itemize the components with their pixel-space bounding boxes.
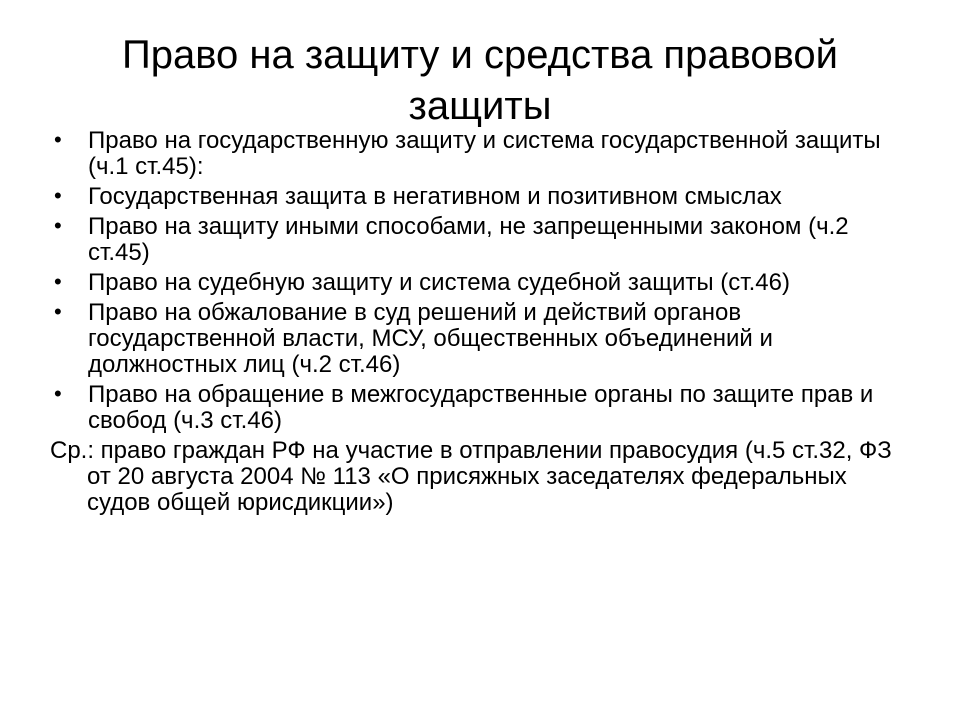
bullet-text: Право на защиту иными способами, не запрещенными законом (ч.2 ст.45) — [88, 213, 849, 266]
bullet-text: Право на обжалование в суд решений и действий органов государственной власти, МСУ, общественных объединений и должностных лиц (ч.2 ст.46) — [88, 299, 773, 378]
bullet-icon: • — [54, 183, 62, 208]
bullet-text: Право на судебную защиту и система судебной защиты (ст.46) — [88, 269, 790, 296]
bullet-item — [50, 128, 900, 180]
bullet-icon: • — [54, 381, 62, 406]
bullet-item — [50, 214, 900, 266]
comparison-note: Ср.: право граждан РФ на участие в отправлении правосудия (ч.5 ст.32, ФЗ от 20 августа 2004 № 113 «О присяжных заседателях федеральных судов общей юрисдикции») — [50, 437, 892, 516]
bullet-text: Право на государственную защиту и система государственной защиты (ч.1 ст.45): — [88, 127, 881, 180]
bullet-icon: • — [54, 299, 62, 324]
slide-content — [50, 128, 900, 540]
bullet-item — [50, 382, 900, 434]
bullet-icon: • — [54, 269, 62, 294]
slide-title: Право на защиту и средства правовой защиты — [121, 33, 839, 128]
bullet-icon: • — [54, 127, 62, 152]
bullet-item — [50, 184, 900, 210]
bullet-item — [50, 270, 900, 296]
bullet-list — [50, 128, 900, 434]
bullet-text: Право на обращение в межгосударственные органы по защите прав и свобод (ч.3 ст.46) — [88, 381, 874, 434]
bullet-item — [50, 300, 900, 378]
bullet-text: Государственная защита в негативном и позитивном смыслах — [88, 183, 782, 210]
bullet-icon: • — [54, 213, 62, 238]
